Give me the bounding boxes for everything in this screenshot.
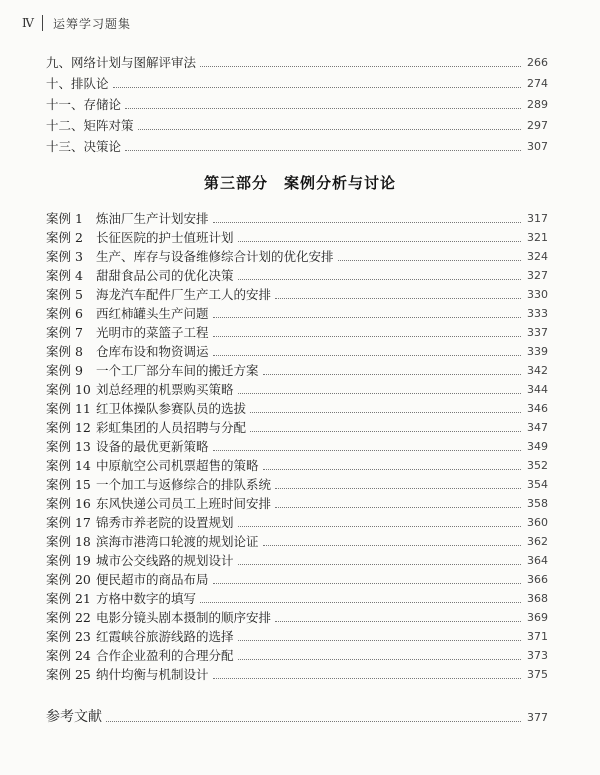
leader-dots — [250, 430, 521, 432]
toc-entry-case[interactable] — [46, 209, 548, 228]
leader-dots — [238, 240, 521, 242]
entry-page: 373 — [527, 649, 548, 662]
entry-page: 330 — [527, 288, 548, 301]
toc-entry-case[interactable] — [46, 437, 548, 456]
toc-entry-case[interactable] — [46, 285, 548, 304]
entry-title: 甜甜食品公司的优化决策 — [96, 268, 234, 283]
toc-entry-chapter-10[interactable] — [46, 74, 548, 93]
entry-page: 347 — [527, 421, 548, 434]
entry-title: 合作企业盈利的合理分配 — [96, 648, 234, 663]
leader-dots — [125, 149, 521, 151]
entry-page: 354 — [527, 478, 548, 491]
entry-page: 344 — [527, 383, 548, 396]
entry-title: 十一、存储论 — [46, 97, 122, 112]
entry-title: 一个工厂部分车间的搬迁方案 — [96, 363, 259, 378]
entry-page: 364 — [527, 554, 548, 567]
entry-page: 366 — [527, 573, 548, 586]
entry-title: 彩虹集团的人员招聘与分配 — [96, 420, 247, 435]
toc-entry-case[interactable] — [46, 323, 548, 342]
leader-dots — [200, 601, 521, 603]
entry-title: 海龙汽车配件厂生产工人的安排 — [96, 287, 272, 302]
leader-dots — [213, 354, 521, 356]
entry-title: 生产、库存与设备维修综合计划的优化安排 — [96, 249, 334, 264]
case-number: 案例 24 — [46, 648, 91, 663]
toc-entry-case[interactable] — [46, 665, 548, 684]
entry-title: 参考文献 — [46, 709, 102, 725]
leader-dots — [250, 411, 521, 413]
leader-dots — [138, 128, 521, 130]
toc-entry-references[interactable] — [46, 708, 548, 727]
leader-dots — [238, 563, 521, 565]
case-number: 案例 13 — [46, 439, 91, 454]
entry-page: 368 — [527, 592, 548, 605]
toc-entry-case[interactable] — [46, 570, 548, 589]
leader-dots — [213, 582, 521, 584]
entry-page: 339 — [527, 345, 548, 358]
entry-title: 东风快递公司员工上班时间安排 — [96, 496, 272, 511]
toc-entry-case[interactable] — [46, 380, 548, 399]
entry-title: 长征医院的护士值班计划 — [96, 230, 234, 245]
entry-page: 349 — [527, 440, 548, 453]
entry-title: 刘总经理的机票购买策略 — [96, 382, 234, 397]
entry-title: 滨海市港湾口轮渡的规划论证 — [96, 534, 259, 549]
toc-entry-case[interactable] — [46, 456, 548, 475]
entry-page: 377 — [527, 711, 548, 724]
entry-page: 362 — [527, 535, 548, 548]
entry-page: 266 — [527, 56, 548, 69]
entry-page: 352 — [527, 459, 548, 472]
entry-page: 321 — [527, 231, 548, 244]
entry-title: 中原航空公司机票超售的策略 — [96, 458, 259, 473]
toc-entry-case[interactable] — [46, 361, 548, 380]
case-number: 案例 16 — [46, 496, 91, 511]
case-number: 案例 17 — [46, 515, 91, 530]
entry-title: 一个加工与返修综合的排队系统 — [96, 477, 272, 492]
entry-page: 289 — [527, 98, 548, 111]
part3-heading — [0, 172, 600, 193]
entry-page: 337 — [527, 326, 548, 339]
toc-entry-case[interactable] — [46, 551, 548, 570]
entry-title: 便民超市的商品布局 — [96, 572, 209, 587]
running-header — [22, 10, 131, 36]
entry-title: 九、网络计划与图解评审法 — [46, 55, 197, 70]
toc-entry-case[interactable] — [46, 266, 548, 285]
toc-entry-case[interactable] — [46, 513, 548, 532]
case-number: 案例 3 — [46, 249, 83, 264]
toc-entry-case[interactable] — [46, 627, 548, 646]
case-number: 案例 7 — [46, 325, 83, 340]
toc-entry-chapter-12[interactable] — [46, 116, 548, 135]
entry-page: 360 — [527, 516, 548, 529]
toc-entry-case[interactable] — [46, 228, 548, 247]
case-number: 案例 18 — [46, 534, 91, 549]
toc-entry-chapter-11[interactable] — [46, 95, 548, 114]
leader-dots — [238, 278, 521, 280]
leader-dots — [238, 658, 521, 660]
toc-entry-case[interactable] — [46, 475, 548, 494]
entry-page: 333 — [527, 307, 548, 320]
case-number: 案例 21 — [46, 591, 91, 606]
case-number: 案例 22 — [46, 610, 91, 625]
header-divider — [42, 15, 43, 31]
case-number: 案例 25 — [46, 667, 91, 682]
leader-dots — [338, 259, 521, 261]
entry-title: 十二、矩阵对策 — [46, 118, 134, 133]
case-number: 案例 10 — [46, 382, 91, 397]
entry-page: 324 — [527, 250, 548, 263]
case-number: 案例 1 — [46, 211, 83, 226]
case-number: 案例 23 — [46, 629, 91, 644]
case-number: 案例 20 — [46, 572, 91, 587]
entry-page: 369 — [527, 611, 548, 624]
entry-title: 纳什均衡与机制设计 — [96, 667, 209, 682]
toc-entry-case[interactable] — [46, 646, 548, 665]
leader-dots — [200, 65, 521, 67]
leader-dots — [263, 544, 521, 546]
leader-dots — [113, 86, 521, 88]
entry-title: 西红柿罐头生产问题 — [96, 306, 209, 321]
entry-title: 十、排队论 — [46, 76, 109, 91]
case-number: 案例 11 — [46, 401, 91, 416]
toc-entry-case[interactable] — [46, 418, 548, 437]
toc-entry-case[interactable] — [46, 608, 548, 627]
case-number: 案例 6 — [46, 306, 83, 321]
case-number: 案例 4 — [46, 268, 83, 283]
part3-title: 案例分析与讨论 — [284, 174, 397, 192]
leader-dots — [238, 525, 521, 527]
case-number: 案例 19 — [46, 553, 91, 568]
toc-entry-case[interactable] — [46, 532, 548, 551]
case-number: 案例 12 — [46, 420, 91, 435]
leader-dots — [238, 639, 521, 641]
leader-dots — [275, 297, 521, 299]
case-number: 案例 15 — [46, 477, 91, 492]
leader-dots — [275, 506, 521, 508]
entry-title: 电影分镜头剧本摄制的顺序安排 — [96, 610, 272, 625]
entry-page: 317 — [527, 212, 548, 225]
entry-title: 炼油厂生产计划安排 — [96, 211, 209, 226]
leader-dots — [106, 720, 521, 722]
case-number: 案例 14 — [46, 458, 91, 473]
case-number: 案例 9 — [46, 363, 83, 378]
case-number: 案例 5 — [46, 287, 83, 302]
entry-title: 仓库布设和物资调运 — [96, 344, 209, 359]
leader-dots — [213, 335, 521, 337]
toc-entry-case[interactable] — [46, 494, 548, 513]
case-number: 案例 2 — [46, 230, 83, 245]
part3-label: 第三部分 — [203, 174, 268, 192]
leader-dots — [125, 107, 521, 109]
toc-entry-chapter-9[interactable] — [46, 53, 548, 72]
entry-title: 光明市的菜篮子工程 — [96, 325, 209, 340]
entry-title: 红霞峡谷旅游线路的选择 — [96, 629, 234, 644]
toc-entry-case[interactable] — [46, 589, 548, 608]
leader-dots — [275, 487, 521, 489]
leader-dots — [263, 468, 521, 470]
entry-page: 274 — [527, 77, 548, 90]
leader-dots — [213, 677, 521, 679]
entry-page: 346 — [527, 402, 548, 415]
entry-page: 371 — [527, 630, 548, 643]
leader-dots — [213, 221, 521, 223]
entry-title: 城市公交线路的规划设计 — [96, 553, 234, 568]
book-title: 运筹学习题集 — [53, 16, 132, 31]
toc-entry-case[interactable] — [46, 247, 548, 266]
entry-page: 297 — [527, 119, 548, 132]
leader-dots — [275, 620, 521, 622]
leader-dots — [238, 392, 521, 394]
entry-page: 375 — [527, 668, 548, 681]
entry-page: 327 — [527, 269, 548, 282]
page-number: Ⅳ — [22, 16, 34, 30]
leader-dots — [213, 316, 521, 318]
leader-dots — [213, 449, 521, 451]
entry-title: 红卫体操队参赛队员的选拔 — [96, 401, 247, 416]
entry-page: 307 — [527, 140, 548, 153]
entry-title: 十三、决策论 — [46, 139, 122, 154]
entry-page: 358 — [527, 497, 548, 510]
entry-page: 342 — [527, 364, 548, 377]
entry-title: 锦秀市养老院的设置规划 — [96, 515, 234, 530]
leader-dots — [263, 373, 521, 375]
toc-entry-case[interactable] — [46, 399, 548, 418]
case-number: 案例 8 — [46, 344, 83, 359]
entry-title: 设备的最优更新策略 — [96, 439, 209, 454]
toc-entry-case[interactable] — [46, 304, 548, 323]
toc-entry-chapter-13[interactable] — [46, 137, 548, 156]
toc-entry-case[interactable] — [46, 342, 548, 361]
entry-title: 方格中数字的填写 — [96, 591, 197, 606]
